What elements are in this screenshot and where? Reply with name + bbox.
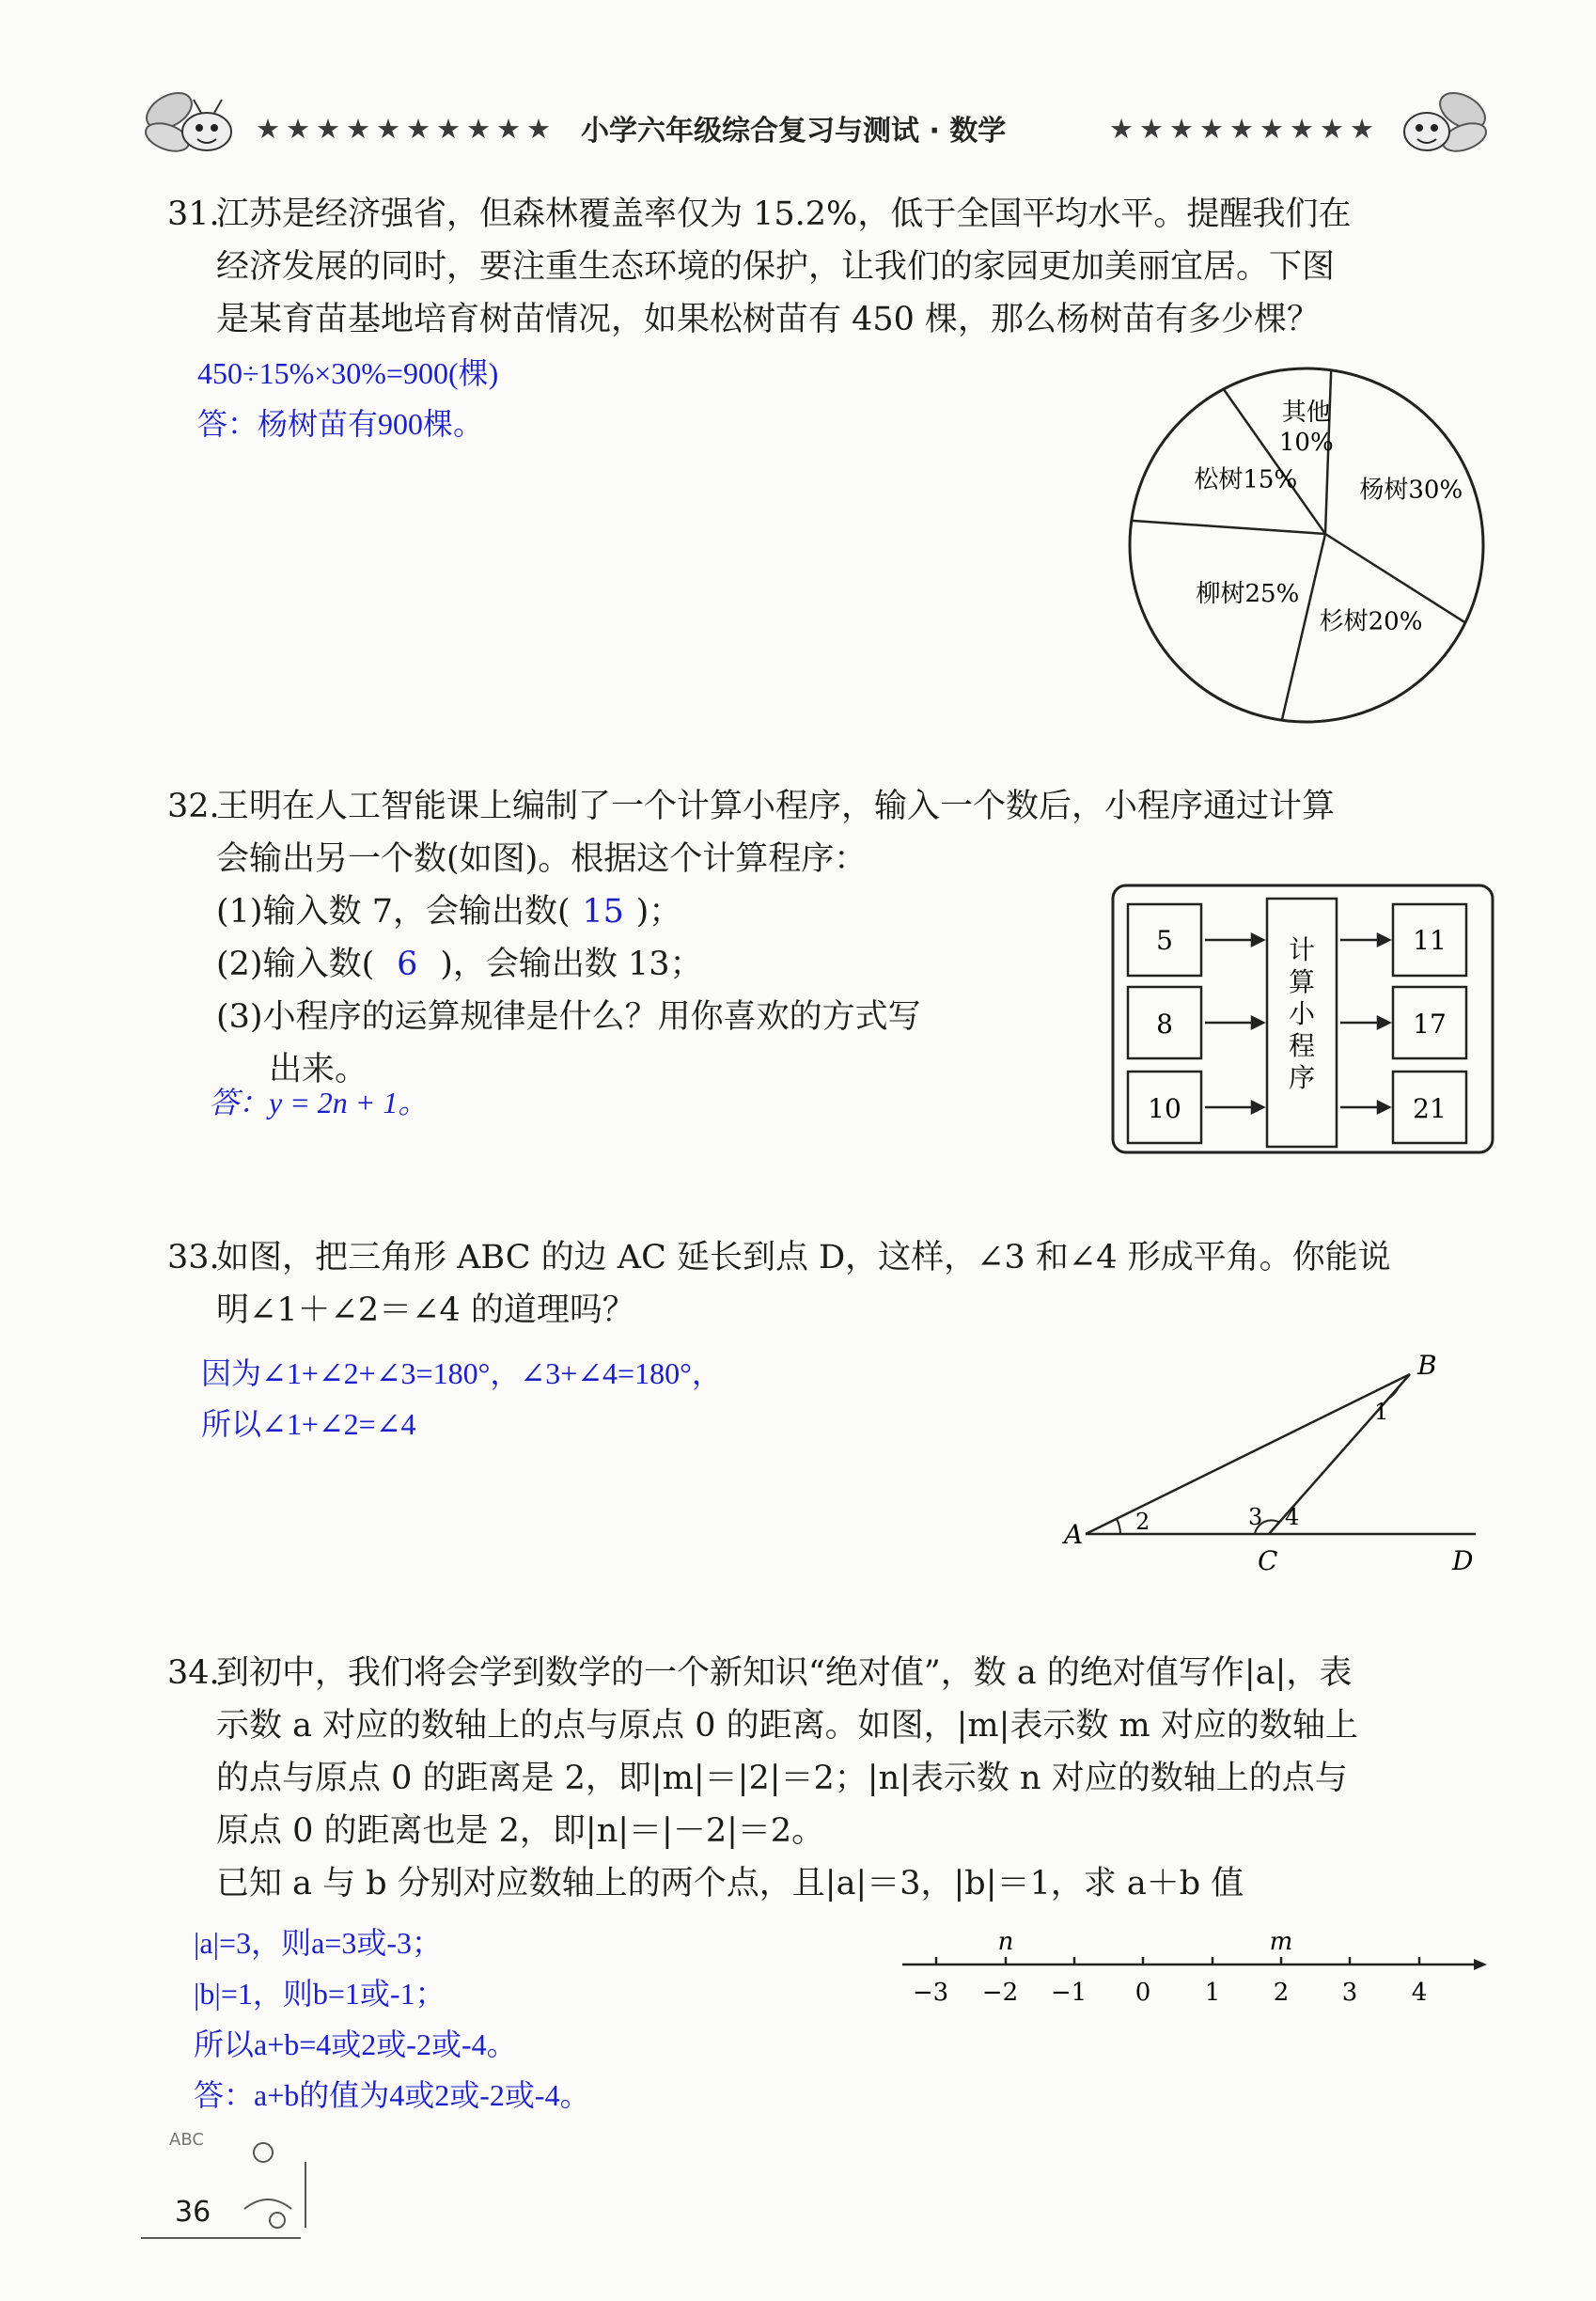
answer-line: 450÷15%×30%=900(棵): [197, 356, 499, 390]
subquestion-2: [216, 938, 703, 991]
tick-label: −1: [1050, 1979, 1087, 2007]
number-line: [893, 1918, 1494, 2021]
question-number: 33.: [167, 1239, 220, 1276]
tick-label: −2: [981, 1979, 1019, 2007]
subquestion-1: [216, 885, 681, 938]
pie-slice-label: 杉树20%: [1319, 607, 1423, 636]
angle-label: 2: [1135, 1509, 1150, 1535]
footer-decoration: ABC: [169, 2130, 204, 2150]
tick-label: 4: [1411, 1979, 1428, 2007]
question-text-line: 王明在人工智能课上编制了一个计算小程序，输入一个数后，小程序通过计算: [216, 788, 1336, 825]
point-label-m: m: [1269, 1928, 1293, 1956]
footer-underline: [141, 2237, 301, 2239]
angle-label: 1: [1374, 1399, 1389, 1425]
bee-mascot-left-icon: [139, 83, 243, 167]
tick-label: 3: [1341, 1979, 1358, 2007]
pie-slice-boundary: [1132, 521, 1325, 534]
answer-33: [201, 1348, 722, 1449]
output-value: 11: [1413, 925, 1447, 956]
tick-label: 2: [1273, 1979, 1290, 2007]
subquestion-text: )；: [635, 893, 682, 931]
point-label-D: D: [1452, 1545, 1474, 1576]
input-value: 10: [1148, 1093, 1181, 1124]
pie-slice-label: 松树15%: [1194, 465, 1298, 494]
header: [0, 66, 1596, 160]
page-number: 36: [175, 2196, 211, 2229]
pie-slice-label: 柳树25%: [1196, 580, 1300, 609]
triangle-figure: [1043, 1354, 1494, 1589]
answer-line: 答：杨树苗有900棵。: [197, 407, 484, 441]
point-label-B: B: [1417, 1354, 1437, 1381]
footer-doodle-icon: [226, 2134, 310, 2237]
angle-label: 4: [1285, 1504, 1300, 1530]
answer-blank: 6: [397, 946, 418, 983]
question-text-line: 经济发展的同时，要注重生态环境的保护，让我们的家园更加美丽宜居。下图: [216, 248, 1336, 286]
point-label-A: A: [1064, 1519, 1084, 1550]
subquestion-text: (2)输入数(: [216, 946, 375, 983]
question-text-line: 会输出另一个数(如图)。根据这个计算程序：: [216, 840, 868, 878]
pie-slice-label: 10%: [1278, 429, 1334, 458]
point-label-n: n: [997, 1928, 1014, 1956]
program-diagram: [1111, 884, 1494, 1156]
answer-line: |b|=1，则b=1或-1；: [194, 1977, 446, 2011]
program-char: 算: [1288, 966, 1316, 997]
answer-line: 所以a+b=4或2或-2或-4。: [194, 2027, 517, 2061]
tick-label: −3: [912, 1979, 949, 2007]
bee-mascot-right-icon: [1389, 83, 1493, 167]
subquestion-3-cont: 出来。: [269, 1051, 368, 1088]
header-stars-left: ★★★★★★★★★★: [256, 113, 556, 145]
output-value: 21: [1413, 1093, 1447, 1124]
question-number: 32.: [167, 788, 220, 825]
tick-label: 0: [1134, 1979, 1151, 2007]
answer-line: 所以∠1+∠2=∠4: [201, 1407, 416, 1441]
header-title: 小学六年级综合复习与测试 · 数学: [581, 115, 1007, 148]
point-label-C: C: [1258, 1545, 1278, 1576]
question-text-line: 已知 a 与 b 分别对应数轴上的两个点，且|a|＝3，|b|＝1，求 a＋b 值: [216, 1865, 1244, 1902]
question-number: 34.: [167, 1654, 220, 1692]
input-value: 5: [1156, 925, 1173, 956]
question-number: 31.: [167, 196, 220, 233]
pie-chart: [1119, 357, 1494, 733]
answer-line: 因为∠1+∠2+∠3=180°，∠3+∠4=180°，: [201, 1356, 722, 1390]
question-text-line: 的点与原点 0 的距离是 2，即|m|＝|2|＝2；|n|表示数 n 对应的数轴上的点与: [216, 1760, 1348, 1797]
output-value: 17: [1413, 1009, 1447, 1040]
answer-line: |a|=3，则a=3或-3；: [194, 1926, 442, 1960]
pie-slice-label: 其他: [1281, 399, 1331, 428]
input-value: 8: [1156, 1009, 1173, 1040]
program-char: 小: [1288, 998, 1316, 1029]
answer-34: [194, 1918, 590, 2121]
question-text-line: 是某育苗基地培育树苗情况，如果松树苗有 450 棵，那么杨树苗有多少棵？: [216, 301, 1321, 338]
pie-slice-label: 杨树30%: [1359, 476, 1463, 505]
subquestion-3: (3)小程序的运算规律是什么？用你喜欢的方式写: [216, 998, 921, 1036]
question-text-line: 明∠1＋∠2＝∠4 的道理吗？: [216, 1291, 635, 1329]
program-char: 计: [1288, 934, 1316, 965]
question-text-line: 江苏是经济强省，但森林覆盖率仅为 15.2%，低于全国平均水平。提醒我们在: [216, 196, 1352, 233]
answer-blank: 15: [582, 893, 624, 931]
answer-line: 答：a+b的值为4或2或-2或-4。: [194, 2078, 590, 2112]
question-text-line: 如图，把三角形 ABC 的边 AC 延长到点 D，这样，∠3 和∠4 形成平角。你能说: [216, 1239, 1391, 1276]
answer-31: [197, 348, 498, 449]
question-text-line: 示数 a 对应的数轴上的点与原点 0 的距离。如图，|m|表示数 m 对应的数轴上: [216, 1707, 1358, 1745]
tick-label: 1: [1204, 1979, 1221, 2007]
program-char: 程: [1288, 1030, 1316, 1061]
answer-32: 答：y = 2n + 1。: [209, 1086, 429, 1119]
question-text-line: 到初中，我们将会学到数学的一个新知识“绝对值”，数 a 的绝对值写作|a|，表: [216, 1654, 1353, 1692]
question-31: [167, 188, 1483, 348]
subquestion-text: (1)输入数 7，会输出数(: [216, 893, 571, 931]
header-stars-right: ★★★★★★★★★: [1109, 113, 1380, 145]
angle-label: 3: [1248, 1504, 1263, 1530]
subquestion-text: )，会输出数 13；: [440, 946, 703, 983]
question-text-line: 原点 0 的距离也是 2，即|n|＝|－2|＝2。: [216, 1812, 825, 1850]
program-char: 序: [1288, 1062, 1316, 1093]
footer: [132, 2115, 320, 2256]
